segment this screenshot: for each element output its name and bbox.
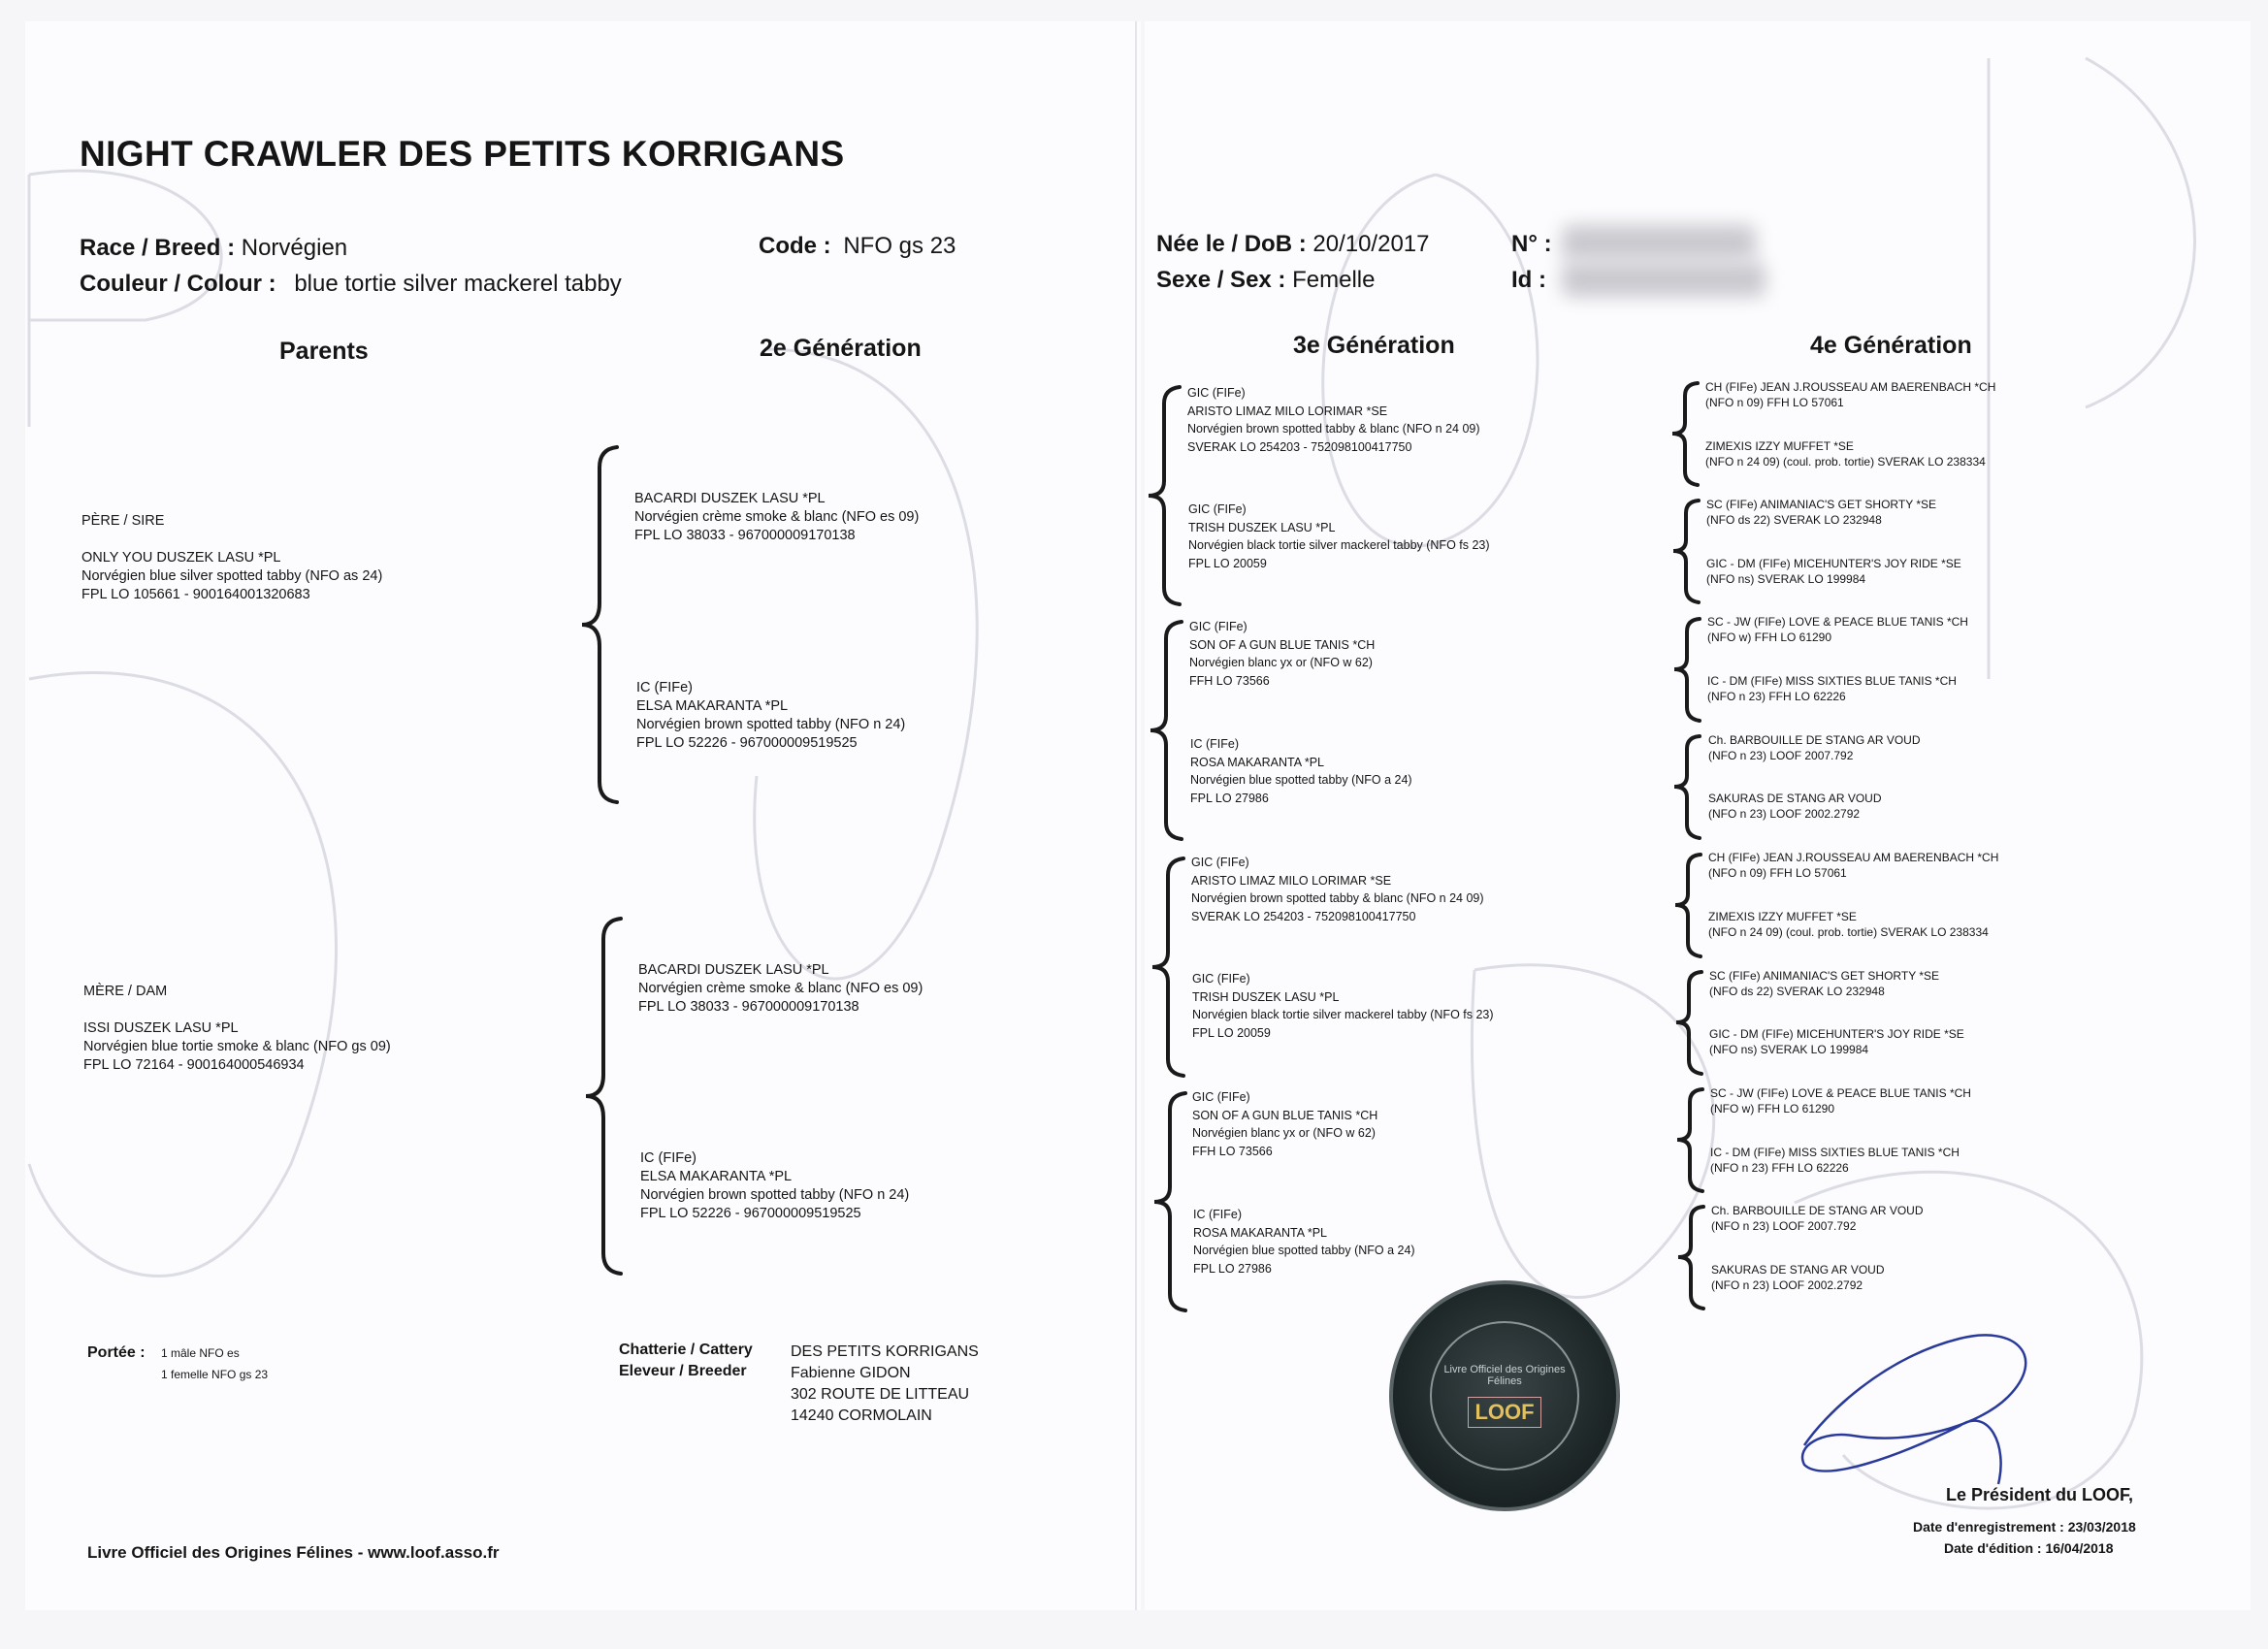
gen3-title: GIC (FIFe) (1187, 386, 1246, 400)
gen2-reg: FPL LO 38033 - 967000009170138 (638, 999, 859, 1015)
gen4-line1: CH (FIFe) JEAN J.ROUSSEAU AM BAERENBACH *CH (1708, 851, 1999, 864)
gen3-reg: FPL LO 27986 (1190, 791, 1269, 805)
litter-line-1: 1 mâle NFO es (161, 1346, 240, 1360)
breeder-address-1: 302 ROUTE DE LITTEAU (791, 1386, 970, 1403)
gen4-line2: (NFO n 24 09) (coul. prob. tortie) SVERAK LO 238334 (1705, 455, 1986, 469)
gen2-name: ELSA MAKARANTA *PL (636, 698, 789, 714)
gen3-title: IC (FIFe) (1193, 1208, 1242, 1221)
gen3-desc: Norvégien blue spotted tabby (NFO a 24) (1190, 773, 1412, 787)
heading-gen3: 3e Génération (1293, 332, 1455, 359)
brace-gen3-4 (1150, 1090, 1193, 1313)
gen3-entry-8 (1193, 1206, 1415, 1277)
gen4-entry-11 (1709, 968, 1939, 999)
gen3-reg: FFH LO 73566 (1192, 1144, 1273, 1158)
seal-inner (1430, 1321, 1579, 1471)
breed-value: Norvégien (241, 235, 348, 261)
sire-entry (81, 512, 382, 604)
gen2-entry-1 (634, 490, 919, 545)
heading-parents: Parents (279, 338, 369, 365)
gen3-name: ROSA MAKARANTA *PL (1193, 1225, 1328, 1240)
seal-mark: LOOF (1468, 1397, 1540, 1428)
gen3-entry-4 (1190, 735, 1412, 807)
dam-desc: Norvégien blue tortie smoke & blanc (NFO gs 09) (83, 1039, 391, 1054)
gen2-reg: FPL LO 52226 - 967000009519525 (640, 1206, 861, 1221)
cat-name: NIGHT CRAWLER DES PETITS KORRIGANS (80, 134, 845, 174)
gen2-desc: Norvégien crème smoke & blanc (NFO es 09) (638, 981, 923, 996)
brace-gen4-1 (1669, 380, 1703, 489)
gen2-title: IC (FIFe) (636, 680, 693, 695)
gen4-entry-7 (1708, 732, 1921, 763)
sire-name: ONLY YOU DUSZEK LASU *PL (81, 550, 281, 566)
gen4-entry-13 (1710, 1085, 1971, 1116)
gen4-line1: SAKURAS DE STANG AR VOUD (1711, 1263, 1885, 1277)
sire-desc: Norvégien blue silver spotted tabby (NFO as 24) (81, 568, 383, 584)
brace-gen4-3 (1670, 616, 1705, 725)
colour-label: Couleur / Colour : (80, 271, 276, 297)
gen4-line1: SC (FIFe) ANIMANIAC'S GET SHORTY *SE (1706, 498, 1937, 511)
gen4-entry-4 (1706, 556, 1961, 587)
gen4-line2: (NFO w) FFH LO 61290 (1707, 630, 1832, 644)
seal-text: Livre Officiel des Origines Félines (1443, 1364, 1566, 1387)
gen3-title: GIC (FIFe) (1191, 856, 1249, 869)
code-value: NFO gs 23 (843, 233, 956, 259)
gen4-entry-2 (1705, 438, 1986, 469)
gen3-desc: Norvégien brown spotted tabby & blanc (NFO n 24 09) (1191, 891, 1484, 905)
loof-seal (1389, 1280, 1620, 1511)
gen3-entry-6 (1192, 970, 1494, 1042)
sire-role: PÈRE / SIRE (81, 513, 165, 529)
gen3-reg: SVERAK LO 254203 - 752098100417750 (1191, 909, 1416, 923)
gen4-line1: ZIMEXIS IZZY MUFFET *SE (1705, 439, 1854, 453)
edition-date: Date d'édition : 16/04/2018 (1944, 1540, 2114, 1556)
gen4-line2: (NFO n 23) LOOF 2002.2792 (1711, 1278, 1863, 1292)
gen3-entry-5 (1191, 854, 1484, 925)
gen3-name: ARISTO LIMAZ MILO LORIMAR *SE (1191, 873, 1392, 888)
gen4-entry-6 (1707, 673, 1957, 704)
gen4-line2: (NFO n 23) LOOF 2007.792 (1711, 1219, 1857, 1233)
gen4-line2: (NFO n 09) FFH LO 57061 (1708, 866, 1847, 880)
gen4-entry-9 (1708, 850, 1998, 881)
gen3-desc: Norvégien brown spotted tabby & blanc (NFO n 24 09) (1187, 422, 1480, 436)
brace-gen4-8 (1674, 1204, 1709, 1312)
gen4-entry-14 (1710, 1145, 1960, 1176)
redacted-id (1562, 262, 1766, 297)
dob-row (1156, 231, 1430, 258)
gen4-line2: (NFO ns) SVERAK LO 199984 (1709, 1043, 1869, 1056)
brace-gen2-sire (578, 444, 627, 805)
sex-value: Femelle (1292, 267, 1376, 293)
gen3-reg: FPL LO 20059 (1188, 556, 1267, 570)
gen3-title: GIC (FIFe) (1188, 502, 1247, 516)
gen4-line2: (NFO n 24 09) (coul. prob. tortie) SVERAK LO 238334 (1708, 925, 1989, 939)
brace-gen3-3 (1149, 856, 1191, 1079)
brace-gen4-4 (1670, 733, 1705, 842)
gen3-reg: FPL LO 27986 (1193, 1261, 1272, 1276)
gen4-line1: SC (FIFe) ANIMANIAC'S GET SHORTY *SE (1709, 969, 1940, 983)
gen3-reg: FPL LO 20059 (1192, 1025, 1271, 1040)
litter-line-2: 1 femelle NFO gs 23 (161, 1368, 269, 1381)
gen3-desc: Norvégien black tortie silver mackerel tabby (NFO fs 23) (1192, 1008, 1494, 1021)
gen2-entry-3 (638, 961, 923, 1017)
gen3-desc: Norvégien blue spotted tabby (NFO a 24) (1193, 1244, 1415, 1257)
gen4-line2: (NFO n 23) FFH LO 62226 (1710, 1161, 1849, 1175)
heading-gen2: 2e Génération (760, 335, 922, 362)
gen2-desc: Norvégien brown spotted tabby (NFO n 24) (636, 717, 906, 732)
gen4-line1: SC - JW (FIFe) LOVE & PEACE BLUE TANIS *CH (1710, 1086, 1971, 1100)
gen4-line2: (NFO ns) SVERAK LO 199984 (1706, 572, 1866, 586)
gen4-line2: (NFO n 23) LOOF 2002.2792 (1708, 807, 1861, 821)
gen4-entry-16 (1711, 1262, 1884, 1293)
brace-gen3-2 (1147, 619, 1189, 842)
breeder-label: Eleveur / Breeder (619, 1363, 747, 1379)
gen2-title: IC (FIFe) (640, 1150, 697, 1166)
gen3-title: IC (FIFe) (1190, 737, 1239, 751)
gen4-entry-1 (1705, 379, 1995, 410)
gen4-line2: (NFO n 23) LOOF 2007.792 (1708, 749, 1854, 762)
gen4-line1: Ch. BARBOUILLE DE STANG AR VOUD (1711, 1204, 1924, 1217)
gen2-name: BACARDI DUSZEK LASU *PL (638, 962, 829, 978)
dob-value: 20/10/2017 (1312, 231, 1430, 257)
dob-label: Née le / DoB : (1156, 231, 1307, 257)
dam-role: MÈRE / DAM (83, 984, 168, 999)
cattery-name: DES PETITS KORRIGANS (791, 1343, 979, 1360)
gen2-entry-4 (640, 1149, 909, 1223)
gen4-entry-12 (1709, 1026, 1964, 1057)
code-row (759, 233, 956, 260)
gen4-line1: SAKURAS DE STANG AR VOUD (1708, 792, 1882, 805)
breed-label: Race / Breed : (80, 235, 236, 261)
brace-gen3-1 (1145, 384, 1187, 607)
brace-gen4-6 (1672, 969, 1707, 1078)
gen3-entry-3 (1189, 618, 1375, 690)
brace-gen4-5 (1671, 852, 1706, 960)
gen3-name: TRISH DUSZEK LASU *PL (1192, 989, 1340, 1004)
gen3-reg: SVERAK LO 254203 - 752098100417750 (1187, 439, 1412, 454)
gen4-line1: IC - DM (FIFe) MISS SIXTIES BLUE TANIS *CH (1707, 674, 1957, 688)
gen3-entry-2 (1188, 501, 1490, 572)
gen4-line1: CH (FIFe) JEAN J.ROUSSEAU AM BAERENBACH *CH (1705, 380, 1996, 394)
colour-value: blue tortie silver mackerel tabby (294, 271, 622, 297)
gen3-title: GIC (FIFe) (1189, 620, 1247, 633)
id-label: Id : (1511, 267, 1546, 293)
gen3-title: GIC (FIFe) (1192, 1090, 1250, 1104)
gen3-name: SON OF A GUN BLUE TANIS *CH (1192, 1108, 1378, 1122)
gen3-desc: Norvégien black tortie silver mackerel tabby (NFO fs 23) (1188, 538, 1490, 552)
gen4-line1: SC - JW (FIFe) LOVE & PEACE BLUE TANIS *CH (1707, 615, 1968, 629)
gen2-desc: Norvégien brown spotted tabby (NFO n 24) (640, 1187, 910, 1203)
breed-row (80, 235, 347, 262)
gen3-name: SON OF A GUN BLUE TANIS *CH (1189, 637, 1376, 652)
gen4-entry-10 (1708, 909, 1989, 940)
gen2-reg: FPL LO 52226 - 967000009519525 (636, 735, 858, 751)
gen4-line1: GIC - DM (FIFe) MICEHUNTER'S JOY RIDE *SE (1706, 557, 1961, 570)
number-label: N° : (1511, 231, 1552, 257)
gen4-entry-5 (1707, 614, 1968, 645)
gen4-line1: Ch. BARBOUILLE DE STANG AR VOUD (1708, 733, 1921, 747)
sire-reg: FPL LO 105661 - 900164001320683 (81, 587, 310, 602)
gen2-name: BACARDI DUSZEK LASU *PL (634, 491, 826, 506)
litter-label: Portée : (87, 1344, 146, 1361)
gen4-entry-15 (1711, 1203, 1924, 1234)
gen4-line2: (NFO n 09) FFH LO 57061 (1705, 396, 1844, 409)
sex-row (1156, 267, 1375, 294)
gen3-entry-7 (1192, 1088, 1377, 1160)
gen3-name: ARISTO LIMAZ MILO LORIMAR *SE (1187, 404, 1388, 418)
footer-org: Livre Officiel des Origines Félines - www.loof.asso.fr (87, 1543, 500, 1562)
gen3-entry-1 (1187, 384, 1480, 456)
gen4-line1: GIC - DM (FIFe) MICEHUNTER'S JOY RIDE *SE (1709, 1027, 1964, 1041)
gen2-name: ELSA MAKARANTA *PL (640, 1169, 793, 1184)
president-signature (1766, 1300, 2076, 1494)
gen3-reg: FFH LO 73566 (1189, 673, 1270, 688)
gen4-line2: (NFO n 23) FFH LO 62226 (1707, 690, 1846, 703)
sex-label: Sexe / Sex : (1156, 267, 1286, 293)
president-label: Le Président du LOOF, (1946, 1485, 2134, 1504)
gen4-entry-8 (1708, 791, 1881, 822)
dam-reg: FPL LO 72164 - 900164000546934 (83, 1057, 305, 1073)
gen4-line2: (NFO ds 22) SVERAK LO 232948 (1709, 985, 1885, 998)
gen4-line2: (NFO ds 22) SVERAK LO 232948 (1706, 513, 1882, 527)
gen4-line1: IC - DM (FIFe) MISS SIXTIES BLUE TANIS *CH (1710, 1146, 1960, 1159)
gen2-reg: FPL LO 38033 - 967000009170138 (634, 528, 856, 543)
colour-row (80, 271, 622, 298)
gen2-entry-2 (636, 679, 905, 753)
dam-entry (83, 983, 391, 1075)
breeder-block (791, 1342, 979, 1427)
gen3-title: GIC (FIFe) (1192, 972, 1250, 986)
brace-gen2-dam (582, 916, 631, 1277)
gen3-name: ROSA MAKARANTA *PL (1190, 755, 1325, 769)
cattery-label: Chatterie / Cattery (619, 1342, 753, 1358)
gen4-line1: ZIMEXIS IZZY MUFFET *SE (1708, 910, 1857, 923)
breeder-name: Fabienne GIDON (791, 1365, 911, 1381)
registration-date: Date d'enregistrement : 23/03/2018 (1913, 1519, 2136, 1535)
gen4-entry-3 (1706, 497, 1936, 528)
breeder-address-2: 14240 CORMOLAIN (791, 1407, 932, 1424)
gen3-name: TRISH DUSZEK LASU *PL (1188, 520, 1336, 534)
gen3-desc: Norvégien blanc yx or (NFO w 62) (1189, 656, 1373, 669)
gen4-line2: (NFO w) FFH LO 61290 (1710, 1102, 1835, 1116)
brace-gen4-2 (1669, 498, 1704, 606)
dam-name: ISSI DUSZEK LASU *PL (83, 1020, 239, 1036)
brace-gen4-7 (1673, 1086, 1708, 1195)
redacted-number (1562, 225, 1756, 260)
code-label: Code : (759, 233, 831, 259)
heading-gen4: 4e Génération (1810, 332, 1972, 359)
gen3-desc: Norvégien blanc yx or (NFO w 62) (1192, 1126, 1376, 1140)
gen2-desc: Norvégien crème smoke & blanc (NFO es 09) (634, 509, 920, 525)
